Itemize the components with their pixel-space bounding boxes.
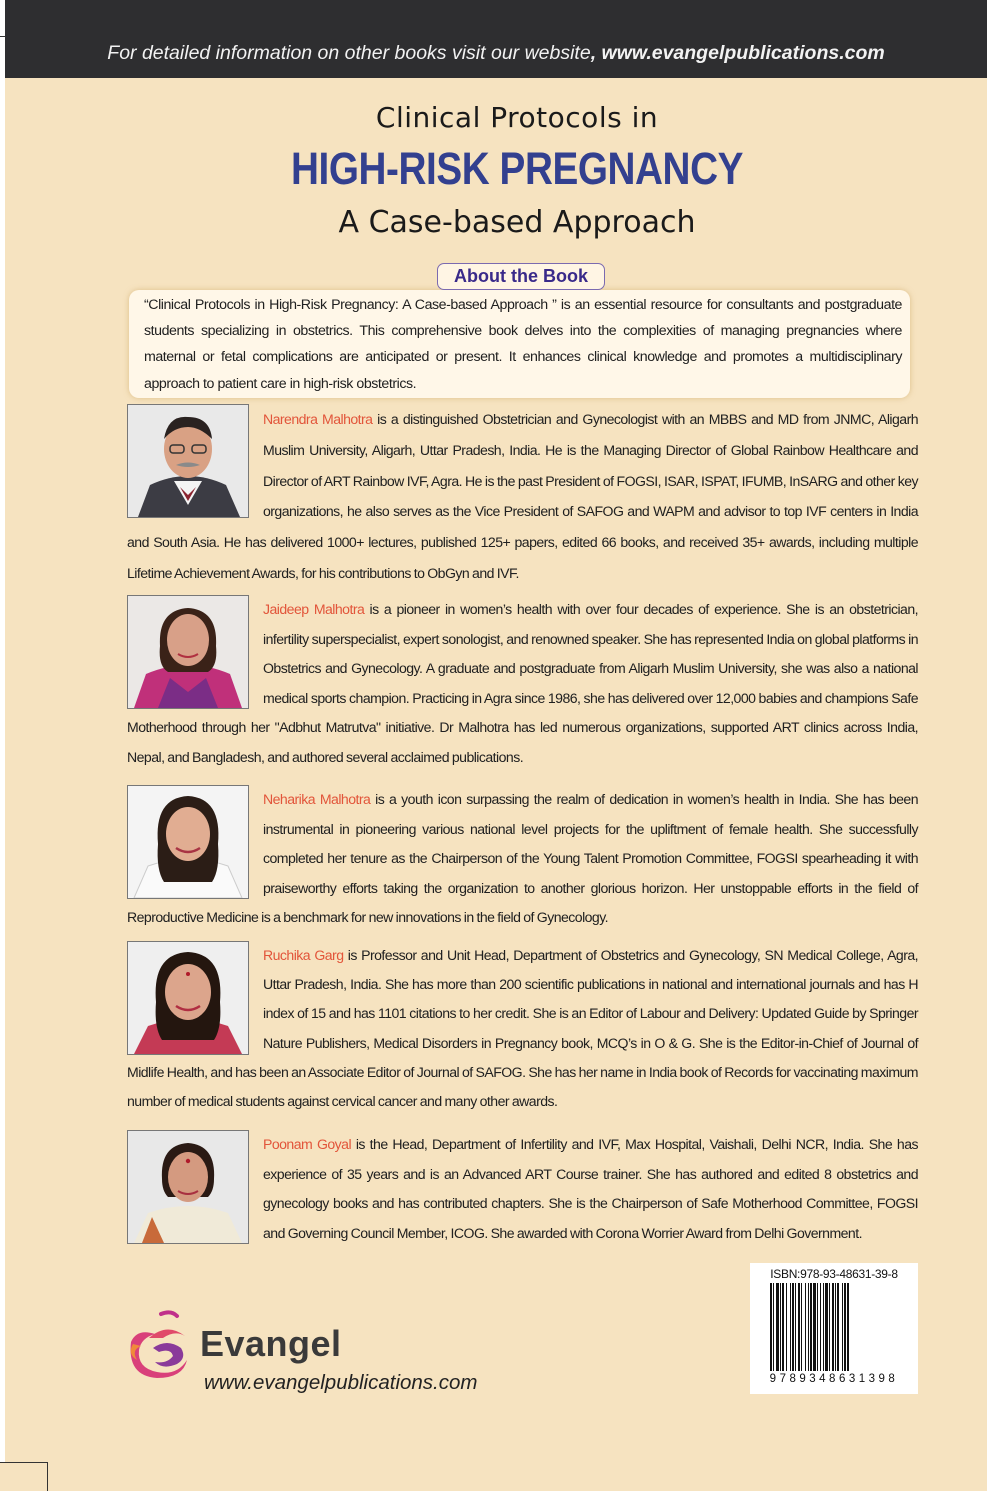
barcode-bar bbox=[847, 1283, 849, 1371]
author-name: Narendra Malhotra bbox=[263, 411, 373, 427]
isbn-barcode bbox=[750, 1263, 918, 1394]
barcode-bar bbox=[823, 1283, 824, 1371]
about-text: “Clinical Protocols in High-Risk Pregnancy: A Case-based Approach ” is an essential resource for consultants and postgraduate students specializing in obstetrics. This comprehensive book delves into the complexities of managing pregnancies where maternal or fetal complications are anticipated or present. It enhances clinical knowledge and promotes a multidisciplinary approach to patient care in high-risk obstetrics. bbox=[144, 297, 902, 392]
author-photo bbox=[127, 404, 249, 518]
barcode-bar bbox=[820, 1283, 821, 1371]
author-bio: Poonam Goyal is the Head, Department of Infertility and IVF, Max Hospital, Vaishali, Delhi NCR, India. She has experience of 35 years and is an Advanced ART Course trainer. She has authored and edited 8 obstetrics and gynecology books and has contributed chapters. She is the Chairperson of Safe Motherhood Committee, FOGSI and Governing Council Member, ICOG. She awarded with Corona Worrier Award from Delhi Government. bbox=[263, 1136, 918, 1241]
barcode-bar bbox=[832, 1283, 834, 1371]
author-name: Ruchika Garg bbox=[263, 947, 344, 963]
author-photo bbox=[127, 785, 249, 899]
evangel-logo-icon bbox=[127, 1308, 207, 1380]
barcode-bar bbox=[808, 1283, 809, 1371]
publisher-name: Evangel bbox=[200, 1323, 342, 1364]
isbn-label: ISBN:978-93-48631-39-8 bbox=[770, 1267, 898, 1281]
barcode-bar bbox=[837, 1283, 839, 1371]
barcode-bar bbox=[773, 1283, 774, 1371]
barcode-bar bbox=[813, 1283, 816, 1371]
author-name: Neharika Malhotra bbox=[263, 791, 371, 807]
header-bar bbox=[5, 0, 987, 78]
author-bio: Ruchika Garg is Professor and Unit Head, Department of Obstetrics and Gynecology, SN Medical College, Agra, Uttar Pradesh, India. She has more than 200 scientific publications in national and international journals and has H index of 15 and has 1101 citations to her credit. She is an Editor of Labour and Delivery: Updated Guide by Springer Nature Publishers, Medical Disorders in Pregnancy book, MCQ’s in O & G. She is the Editor-in-Chief of Journal of Midlife Health, and has been an Associate Editor of Journal of SAFOG. She has her name in India book of Records for vaccinating maximum number of medical students against cervical cancer and many other awards. bbox=[127, 947, 919, 1110]
publisher-url: www.evangelpublications.com bbox=[204, 1371, 478, 1394]
book-title-main: HIGH-RISK PREGNANCY bbox=[291, 143, 743, 194]
author-photo bbox=[127, 595, 249, 709]
barcode-bar bbox=[825, 1283, 828, 1371]
barcode-bar bbox=[770, 1283, 772, 1371]
author-bio: Neharika Malhotra is a youth icon surpassing the realm of dedication in women’s health in India. She has been instrumental in pioneering various national level projects for the upliftment of female health. She successfully completed her tenure as the Chairperson of the Young Talent Promotion Committee, FOGSI spearheading it with praiseworthy efforts taking the organization to another glorious horizon. Her unstoppable efforts in the field of Reproductive Medicine is a benchmark for new innovations in the field of Gynecology. bbox=[127, 791, 918, 926]
author-neharika bbox=[127, 785, 918, 933]
barcode-bar bbox=[805, 1283, 806, 1371]
isbn-digits: 9789348631398 bbox=[769, 1373, 899, 1385]
barcode-bar bbox=[795, 1283, 796, 1371]
website-note: For detailed information on other books visit our website, www.evangelpublications.com bbox=[107, 42, 885, 64]
barcode-bar bbox=[776, 1283, 779, 1371]
author-bio: Jaideep Malhotra is a pioneer in women’s health with over four decades of experience. She is an obstetrician, infertility superspecialist, expert sonologist, and renowned speaker. She has represented India on global platforms in Obstetrics and Gynecology. A graduate and postgraduate from Aligarh Muslim University, she was also a national medical sports champion. Practicing in Agra since 1986, she has delivered over 12,000 babies and champions Safe Motherhood through her "Adbhut Matrutva" initiative. Dr Malhotra has led numerous organizations, supported ART clinics across India, Nepal, and Bangladesh, and authored several acclaimed publications. bbox=[127, 601, 918, 765]
barcode-bar bbox=[842, 1283, 843, 1371]
barcode-bar bbox=[829, 1283, 830, 1371]
author-ruchika bbox=[127, 941, 918, 1116]
author-photo bbox=[127, 1130, 249, 1244]
author-poonam bbox=[127, 1130, 918, 1248]
author-bio: Narendra Malhotra is a distinguished Obstetrician and Gynecologist with an MBBS and MD from JNMC, Aligarh Muslim University, Aligarh, Uttar Pradesh, India. He is the Managing Director of Global Rainbow Healthcare and Director of ART Rainbow IVF, Agra. He is the past President of FOGSI, ISAR, ISPAT, IFUMB, InSARG and other key organizations, he also serves as the Vice President of SAFOG and WAPM and advisor to top IVF centers in India and South Asia. He has delivered 1000+ lectures, published 125+ papers, edited 66 books, and received 35+ awards, including multiple Lifetime Achievement Awards, for his contributions to ObGyn and IVF. bbox=[127, 411, 918, 581]
author-jaideep bbox=[127, 595, 918, 773]
barcode-bar bbox=[844, 1283, 846, 1371]
about-heading: About the Book bbox=[437, 263, 605, 290]
author-photo bbox=[127, 941, 249, 1055]
author-narendra bbox=[127, 404, 918, 589]
barcode-bar bbox=[792, 1283, 794, 1371]
barcode-bar bbox=[798, 1283, 800, 1371]
barcode-bar bbox=[786, 1283, 787, 1371]
book-title-line1: Clinical Protocols in bbox=[375, 101, 659, 134]
barcode-bar bbox=[810, 1283, 812, 1371]
author-name: Jaideep Malhotra bbox=[263, 601, 365, 617]
barcode-bar bbox=[817, 1283, 818, 1371]
barcode-bar bbox=[782, 1283, 784, 1371]
page-corner-mark bbox=[0, 1462, 48, 1491]
barcode-bar bbox=[801, 1283, 802, 1371]
author-name: Poonam Goyal bbox=[263, 1136, 352, 1152]
back-cover bbox=[5, 0, 987, 1491]
barcode-bar bbox=[835, 1283, 836, 1371]
barcode-bar bbox=[780, 1283, 781, 1371]
barcode-bar bbox=[790, 1283, 791, 1371]
book-subtitle: A Case-based Approach bbox=[338, 205, 696, 240]
